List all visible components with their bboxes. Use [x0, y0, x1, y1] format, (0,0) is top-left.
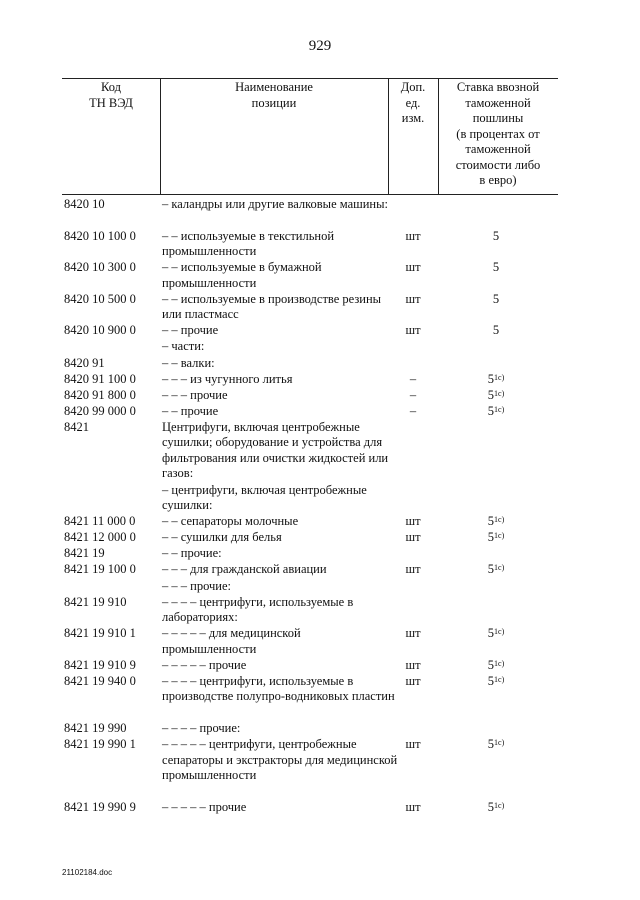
row-name: – – – – прочие: — [162, 720, 241, 735]
tariff-table-body — [0, 197, 640, 816]
row-code: 8421 19 990 9 — [64, 799, 136, 814]
row-code: 8420 91 800 0 — [64, 387, 136, 402]
footer-filename: 21102184.doc — [62, 868, 113, 877]
row-name: – – прочие — [162, 403, 219, 418]
table-row — [0, 626, 640, 658]
row-unit: шт — [405, 737, 421, 752]
rate-value: 5 — [487, 626, 495, 641]
table-row — [0, 737, 640, 800]
table-row — [0, 658, 640, 674]
row-unit: – — [409, 371, 417, 386]
table-row — [0, 546, 640, 562]
rate-footnote-mark: 1с) — [494, 404, 505, 414]
row-name: – – используемые в текстильной промышленности — [162, 228, 335, 259]
row-unit: – — [409, 387, 417, 402]
row-name: – – используемые в производстве резины или пластмасс — [162, 291, 382, 322]
row-name: – – – – центрифуги, используемые в лабораториях: — [162, 594, 354, 625]
rate-value: 5 — [487, 403, 495, 418]
table-row — [0, 372, 640, 388]
rate-value: 5 — [492, 228, 500, 243]
rate-value: 5 — [492, 291, 500, 306]
rate-footnote-mark: 1с) — [494, 388, 505, 398]
header-rate: Ставка ввозной таможенной пошлины (в процентах от таможенной стоимости либо в евро) — [455, 80, 541, 187]
table-header-rule — [62, 194, 558, 195]
rate-value: 5 — [492, 260, 500, 275]
row-unit: – — [409, 403, 417, 418]
rate-footnote-mark: 1с) — [494, 372, 505, 382]
row-rate — [446, 260, 546, 276]
row-rate — [446, 292, 546, 308]
row-rate — [446, 514, 546, 530]
rate-value: 5 — [487, 514, 495, 529]
table-row — [0, 562, 640, 578]
row-rate — [446, 626, 546, 642]
row-code: 8421 — [64, 419, 89, 434]
row-name: – – – из чугунного литья — [162, 371, 293, 386]
row-name: – центрифуги, включая центробежные сушилки: — [162, 482, 367, 513]
row-code: 8421 12 000 0 — [64, 530, 136, 545]
rate-value: 5 — [487, 657, 495, 672]
row-code: 8420 91 100 0 — [64, 371, 136, 386]
header-name: Наименование позиции — [235, 80, 313, 110]
table-row — [0, 260, 640, 292]
table-row — [0, 356, 640, 372]
row-code: 8420 10 500 0 — [64, 291, 136, 306]
table-row — [0, 483, 640, 515]
row-rate — [446, 388, 546, 404]
row-name: – – сепараторы молочные — [162, 514, 299, 529]
rate-footnote-mark: 1с) — [494, 563, 505, 573]
rate-footnote-mark: 1с) — [494, 531, 505, 541]
row-code: 8421 19 940 0 — [64, 673, 136, 688]
header-unit: Доп. ед. изм. — [400, 80, 426, 125]
row-code: 8421 19 910 — [64, 594, 127, 609]
row-code: 8421 19 990 — [64, 720, 127, 735]
row-name: – – – – – для медицинской промышленности — [162, 626, 301, 656]
row-code: 8421 19 910 9 — [64, 657, 136, 672]
row-unit: шт — [405, 673, 421, 688]
row-name: – – – – центрифуги, используемые в производстве полупро-водниковых пластин — [162, 673, 395, 704]
table-top-rule — [62, 78, 558, 79]
row-unit: шт — [405, 260, 421, 275]
row-unit: шт — [405, 562, 421, 577]
table-row — [0, 323, 640, 339]
row-name: – – – для гражданской авиации — [162, 562, 327, 577]
rate-value: 5 — [487, 737, 495, 752]
row-code: 8421 19 — [64, 546, 105, 561]
row-name: – каландры или другие валковые машины: — [162, 197, 388, 211]
row-unit: шт — [405, 228, 421, 243]
row-name: – – – – – центрифуги, центробежные сепараторы и экстракторы для медицинской промышленности — [162, 737, 398, 783]
row-name: – – валки: — [162, 355, 215, 370]
table-row — [0, 420, 640, 483]
row-name: – – – – – прочие — [162, 657, 247, 672]
table-row — [0, 674, 640, 721]
rate-footnote-mark: 1с) — [494, 515, 505, 525]
table-row — [0, 292, 640, 324]
row-unit: шт — [405, 626, 421, 641]
table-row — [0, 339, 640, 355]
row-unit: шт — [405, 514, 421, 529]
table-row — [0, 229, 640, 261]
row-code: 8420 99 000 0 — [64, 403, 136, 418]
row-rate — [446, 800, 546, 816]
row-code: 8420 10 — [64, 197, 105, 211]
table-row — [0, 800, 640, 816]
row-rate — [446, 674, 546, 690]
row-name: – части: — [162, 339, 205, 354]
row-code: 8420 10 300 0 — [64, 260, 136, 275]
row-name: – – – – – прочие — [162, 799, 247, 814]
row-name: – – – прочие: — [162, 578, 231, 593]
row-unit: шт — [405, 291, 421, 306]
row-unit: шт — [405, 530, 421, 545]
table-row — [0, 721, 640, 737]
rate-value: 5 — [487, 562, 495, 577]
rate-value: 5 — [487, 799, 495, 814]
row-rate — [446, 404, 546, 420]
rate-value: 5 — [487, 530, 495, 545]
row-rate — [446, 562, 546, 578]
row-code: 8421 19 100 0 — [64, 562, 136, 577]
rate-footnote-mark: 1с) — [494, 800, 505, 810]
row-code: 8421 19 910 1 — [64, 626, 136, 641]
rate-value: 5 — [487, 371, 495, 386]
table-row — [0, 514, 640, 530]
row-name: – – прочие: — [162, 546, 222, 561]
row-name: Центрифуги, включая центробежные сушилки; оборудование и устройства для фильтрования или очистки жидкостей или газов: — [162, 419, 389, 481]
rate-footnote-mark: 1с) — [494, 738, 505, 748]
row-rate — [446, 372, 546, 388]
table-row — [0, 197, 640, 229]
row-rate — [446, 737, 546, 753]
header-code: Код ТН ВЭД — [89, 80, 133, 110]
table-row — [0, 595, 640, 627]
row-name: – – используемые в бумажной промышленности — [162, 260, 322, 290]
row-unit: шт — [405, 799, 421, 814]
rate-value: 5 — [492, 323, 500, 338]
row-code: 8420 10 900 0 — [64, 323, 136, 338]
row-unit: шт — [405, 323, 421, 338]
row-rate — [446, 323, 546, 339]
rate-footnote-mark: 1с) — [494, 658, 505, 668]
row-code: 8421 11 000 0 — [64, 514, 136, 529]
row-unit: шт — [405, 657, 421, 672]
row-rate — [446, 658, 546, 674]
row-code: 8420 91 — [64, 355, 105, 370]
row-code: 8421 19 990 1 — [64, 737, 136, 752]
row-name: – – сушилки для белья — [162, 530, 282, 545]
rate-footnote-mark: 1с) — [494, 674, 505, 684]
rate-footnote-mark: 1с) — [494, 627, 505, 637]
table-row — [0, 388, 640, 404]
table-row — [0, 404, 640, 420]
row-name: – – прочие — [162, 323, 219, 338]
row-name: – – – прочие — [162, 387, 228, 402]
rate-value: 5 — [487, 673, 495, 688]
table-row — [0, 579, 640, 595]
row-rate — [446, 530, 546, 546]
page-number: 929 — [308, 38, 332, 54]
row-code: 8420 10 100 0 — [64, 228, 136, 243]
row-rate — [446, 229, 546, 245]
rate-value: 5 — [487, 387, 495, 402]
table-row — [0, 530, 640, 546]
